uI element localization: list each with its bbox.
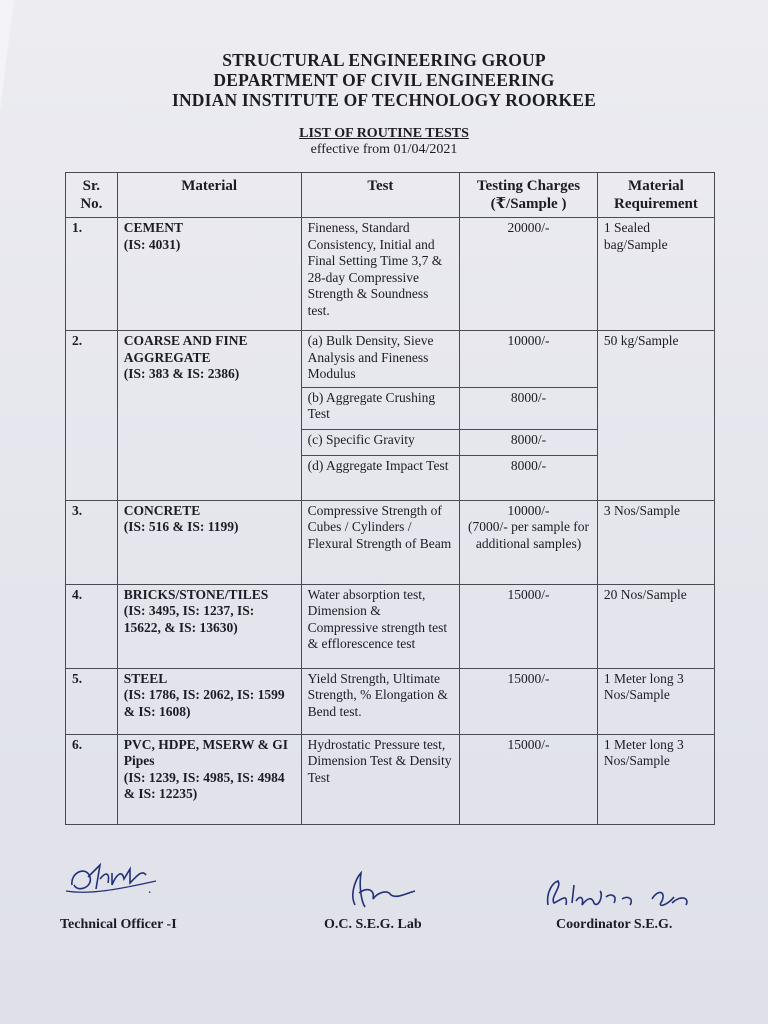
row-charges: 20000/-: [460, 218, 598, 331]
row-requirement: 3 Nos/Sample: [597, 500, 714, 584]
material-code: (IS: 3495, IS: 1237, IS: 15622, & IS: 13630): [123, 603, 255, 635]
material-name: BRICKS/STONE/TILES: [123, 586, 269, 602]
header-testing-charges: Testing Charges (₹/Sample ): [460, 173, 598, 218]
row-sr-no: 3.: [66, 500, 118, 584]
signature-block: [0, 855, 768, 955]
material-name: COARSE AND FINE AGGREGATE: [123, 333, 248, 365]
document-title: LIST OF ROUTINE TESTS: [299, 126, 469, 141]
row-sr-no: 2.: [66, 331, 118, 501]
oc-seg-lab-label: O.C. S.E.G. Lab: [324, 917, 422, 932]
technical-officer-signature: [60, 855, 170, 903]
row-charges: 15000/-: [460, 668, 598, 734]
row-sr-no: 1.: [66, 218, 118, 331]
material-code: (IS: 516 & IS: 1199): [123, 519, 239, 534]
row-test: (c) Specific Gravity: [301, 429, 460, 455]
material-name: CONCRETE: [123, 502, 201, 518]
material-name: CEMENT: [123, 220, 183, 235]
charge-value: 10000/-: [507, 502, 550, 518]
oc-seg-lab-signature: [335, 865, 425, 915]
letterhead: [0, 50, 768, 110]
row-material: [117, 734, 301, 824]
row-material: [117, 668, 301, 734]
svg-text:.: .: [148, 882, 152, 897]
effective-date: effective from 01/04/2021: [310, 142, 458, 157]
row-charges: 10000/-: [460, 331, 598, 388]
material-name: STEEL: [123, 670, 168, 686]
row-charges: 8000/-: [460, 387, 598, 429]
table-row: [66, 734, 715, 824]
material-code: (IS: 1786, IS: 2062, IS: 1599 & IS: 1608): [123, 687, 285, 719]
header-test: Test: [301, 173, 460, 218]
row-charges: 8000/-: [460, 429, 598, 455]
row-test: Hydrostatic Pressure test, Dimension Test & Density Test: [301, 734, 460, 824]
group-name: STRUCTURAL ENGINEERING GROUP: [222, 50, 546, 70]
row-sr-no: 5.: [66, 668, 118, 734]
row-test: (b) Aggregate Crushing Test: [301, 387, 460, 429]
row-requirement: 20 Nos/Sample: [597, 584, 714, 668]
row-material: [117, 500, 301, 584]
row-requirement: 1 Sealed bag/Sample: [597, 218, 714, 331]
header-material-requirement: Material Requirement: [597, 173, 714, 218]
coordinator-signature: [540, 875, 700, 915]
row-sr-no: 4.: [66, 584, 118, 668]
row-charges: 15000/-: [460, 734, 598, 824]
row-requirement: 1 Meter long 3 Nos/Sample: [597, 668, 714, 734]
row-material: [117, 218, 301, 331]
material-code: (IS: 1239, IS: 4985, IS: 4984 & IS: 12235): [123, 769, 285, 801]
material-code: (IS: 383 & IS: 2386): [123, 366, 240, 381]
row-material: [117, 584, 301, 668]
row-test: Water absorption test, Dimension & Compressive strength test & efflorescence test: [301, 584, 460, 668]
header-sr-no: Sr. No.: [66, 173, 118, 218]
row-test: Compressive Strength of Cubes / Cylinders / Flexural Strength of Beam: [301, 500, 460, 584]
routine-tests-table: [65, 172, 715, 825]
row-requirement: 1 Meter long 3 Nos/Sample: [597, 734, 714, 824]
row-test: (d) Aggregate Impact Test: [301, 455, 460, 500]
row-material: [117, 331, 301, 501]
coordinator-label: Coordinator S.E.G.: [556, 917, 673, 932]
header-material: Material: [117, 173, 301, 218]
row-test: Fineness, Standard Consistency, Initial and Final Setting Time 3,7 & 28-day Compressive Strength & Soundness test.: [301, 218, 460, 331]
row-requirement: 50 kg/Sample: [597, 331, 714, 501]
row-sr-no: 6.: [66, 734, 118, 824]
row-test: Yield Strength, Ultimate Strength, % Elongation & Bend test.: [301, 668, 460, 734]
institute-name: INDIAN INSTITUTE OF TECHNOLOGY ROORKEE: [171, 90, 597, 110]
table-header-row: [66, 173, 715, 218]
row-charges: 8000/-: [460, 455, 598, 500]
table-row: [66, 331, 715, 388]
department-name: DEPARTMENT OF CIVIL ENGINEERING: [213, 70, 555, 90]
row-charges: [460, 500, 598, 584]
row-charges: 15000/-: [460, 584, 598, 668]
material-code: (IS: 4031): [123, 236, 181, 252]
table-row: [66, 668, 715, 734]
charge-note: (7000/- per sample for additional samples): [467, 519, 590, 551]
row-test: (a) Bulk Density, Sieve Analysis and Fineness Modulus: [301, 331, 460, 388]
table-row: [66, 500, 715, 584]
table-row: [66, 584, 715, 668]
material-name: PVC, HDPE, MSERW & GI Pipes: [123, 736, 289, 768]
table-row: [66, 218, 715, 331]
technical-officer-label: Technical Officer -I: [60, 917, 177, 932]
